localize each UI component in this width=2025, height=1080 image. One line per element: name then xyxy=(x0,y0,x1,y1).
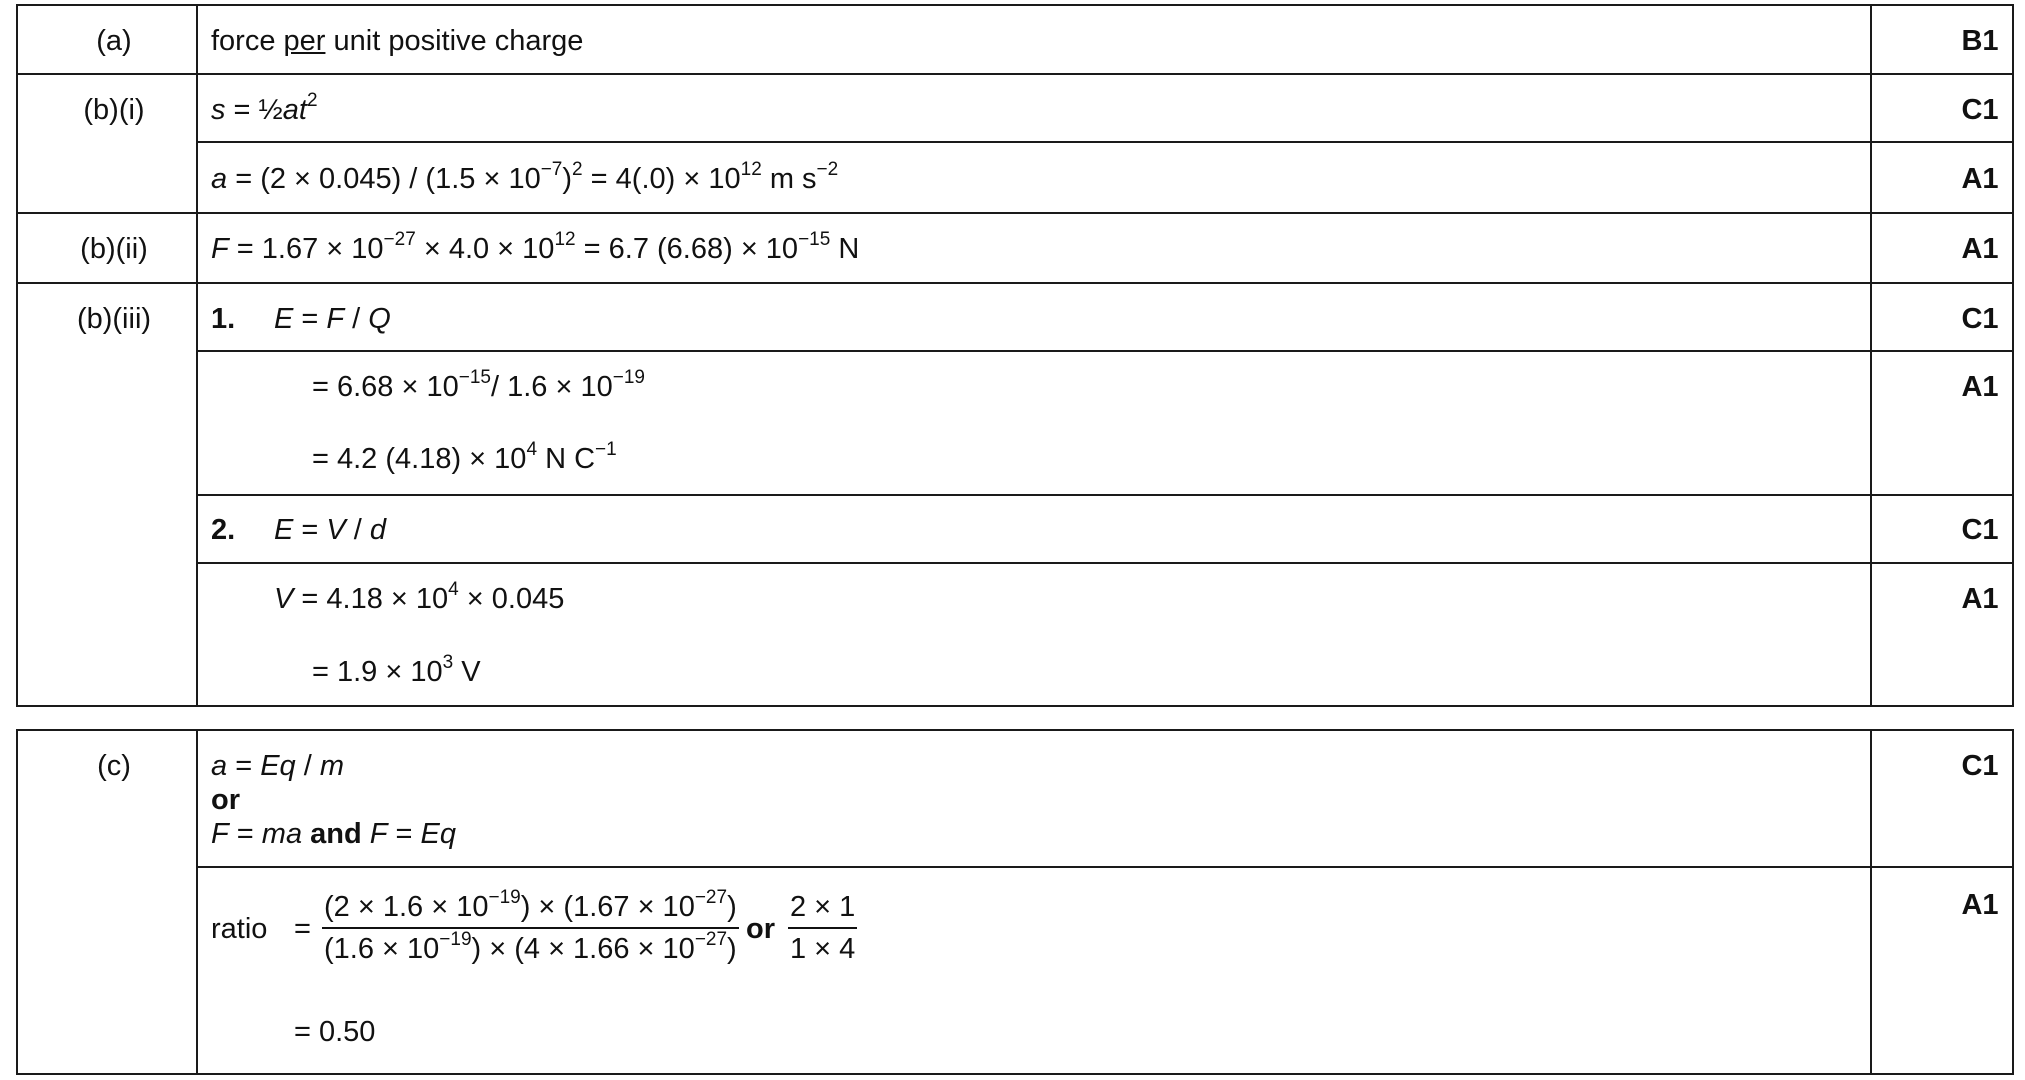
mark-b-iii-3: C1 xyxy=(1961,514,1999,546)
simple-denominator: 1 × 4 xyxy=(790,933,856,965)
ratio-fraction-simple xyxy=(788,887,857,969)
answer-a: force per unit positive charge xyxy=(211,25,584,57)
equation-e-v-over-d: E = V / d xyxy=(274,514,387,546)
equation-e-value: = $6.68 \times 10^{-15}/$ $1.6 \times 10^{-19}$ xyxy=(312,367,645,403)
part-label-c: (c) xyxy=(97,750,131,782)
part-label-b-ii: (b)(ii) xyxy=(80,233,148,265)
step-number-1: 1. xyxy=(211,303,236,335)
row-divider xyxy=(16,212,2014,214)
mark-b-iii-1: C1 xyxy=(1961,303,1999,335)
mark-b-i-1: C1 xyxy=(1961,94,1999,126)
mark-b-iii-2: A1 xyxy=(1961,371,1999,403)
column-divider xyxy=(1870,4,1872,707)
row-divider xyxy=(196,494,2014,496)
ratio-result: = 0.50 xyxy=(294,1016,376,1048)
row-divider xyxy=(196,350,2014,352)
column-divider xyxy=(196,729,198,1075)
column-divider xyxy=(1870,729,1872,1075)
ratio-numerator: $(2 \times 1.6 \times 10^{-19}) \times (1.67 \times 10^{-27})$ xyxy=(322,887,739,929)
row-divider xyxy=(16,73,2014,75)
equation-s-half-at2: $s = \frac{1}{2}at^2$ xyxy=(211,90,318,126)
row-divider xyxy=(196,141,2014,143)
mark-c-2: A1 xyxy=(1961,889,1999,921)
row-divider xyxy=(196,562,2014,564)
row-divider xyxy=(16,282,2014,284)
ratio-equals: = xyxy=(294,913,311,945)
part-label-b-iii: (b)(iii) xyxy=(76,303,152,335)
equation-v-value: $V = 4.18 \times 10^4 \times 0.045$ xyxy=(274,579,565,615)
row-divider xyxy=(196,866,2014,868)
part-label-a: (a) xyxy=(96,25,132,57)
simple-numerator: 2 × 1 xyxy=(788,887,857,929)
ratio-or: or xyxy=(746,913,775,945)
column-divider xyxy=(196,4,198,707)
step-number-2: 2. xyxy=(211,514,236,546)
equation-force: $F = 1.67 \times 10^{-27} \times 4.0 \times 10^{12} = 6.7$ $(6.68) \times 10^{-15}$ N xyxy=(211,229,860,265)
ratio-fraction-long xyxy=(322,887,739,969)
mark-a: B1 xyxy=(1961,25,1999,57)
equation-v-result: = $1.9 \times 10^3$ V xyxy=(312,652,481,688)
equation-f-ma-f-eq: F = ma and F = Eq xyxy=(211,818,457,850)
mark-b-i-2: A1 xyxy=(1961,163,1999,195)
ratio-label: ratio xyxy=(211,913,268,945)
mark-b-ii: A1 xyxy=(1961,233,1999,265)
mark-b-iii-4: A1 xyxy=(1961,583,1999,615)
mark-c-1: C1 xyxy=(1961,750,1999,782)
equation-e-f-over-q: E = F / Q xyxy=(274,303,391,335)
equation-e-result: = 4.2 $(4.18) \times 10^4$ N $C^{-1}$ xyxy=(312,439,617,475)
part-label-b-i: (b)(i) xyxy=(83,94,145,126)
ratio-denominator: $(1.6 \times 10^{-19}) \times (4 \times 1.66 \times 10^{-27})$ xyxy=(324,929,737,965)
equation-acceleration: $a = (2 \times 0.045) / (1.5 \times 10^{-7})^2 = 4(.0) \times 10^{12}$ m $s^{-2}$ xyxy=(211,159,839,195)
equation-a-eq-over-m: a = Eq / m xyxy=(211,750,345,782)
or-connector: or xyxy=(211,784,240,816)
